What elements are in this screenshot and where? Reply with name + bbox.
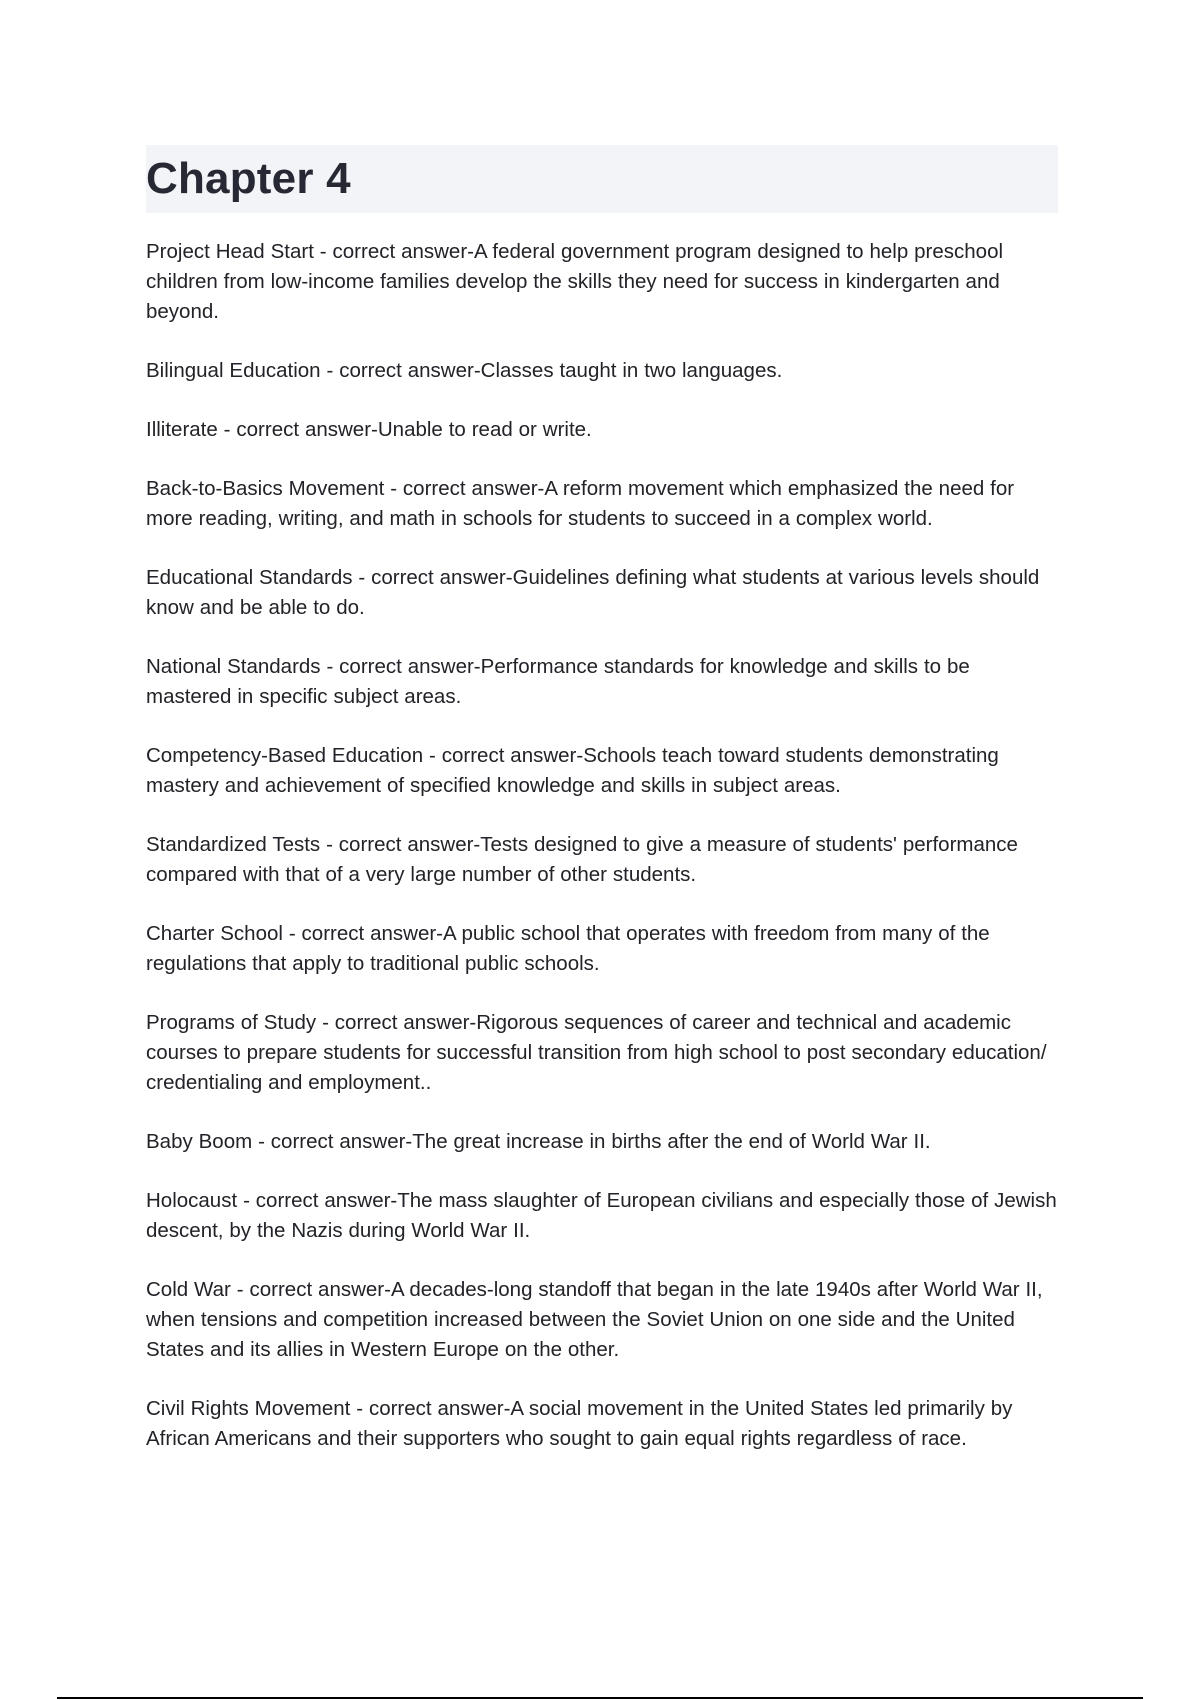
term-name: Standardized Tests bbox=[146, 833, 321, 856]
term-separator: - correct answer- bbox=[352, 566, 513, 589]
term-name: Competency-Based Education bbox=[146, 744, 424, 767]
term-separator: - correct answer- bbox=[320, 833, 481, 856]
term-definition: Unable to read or write. bbox=[377, 418, 592, 441]
term-entry bbox=[146, 474, 1058, 534]
term-name: Project Head Start bbox=[146, 240, 314, 263]
term-separator: - correct answer- bbox=[252, 1130, 413, 1153]
term-definition: A public school that operates with freedom from many of the regulations that apply to traditional public schools. bbox=[146, 922, 990, 975]
term-definition: Classes taught in two languages. bbox=[480, 359, 783, 382]
term-entry bbox=[146, 415, 1058, 445]
term-definition: Schools teach toward students demonstrating mastery and achievement of specified knowledge and skills in subject areas. bbox=[146, 744, 999, 797]
term-name: Charter School bbox=[146, 922, 283, 945]
term-entry bbox=[146, 830, 1058, 890]
chapter-heading-bar bbox=[146, 145, 1058, 213]
footer-divider bbox=[57, 1697, 1143, 1699]
term-entry bbox=[146, 356, 1058, 386]
term-separator: - correct answer- bbox=[282, 922, 444, 945]
term-separator: - correct answer- bbox=[384, 477, 545, 500]
term-entry bbox=[146, 1275, 1058, 1365]
term-definition: A federal government program designed to help preschool children from low-income families develop the skills they need for success in kindergarten and beyond. bbox=[146, 240, 1004, 323]
term-separator: - correct answer- bbox=[217, 418, 378, 441]
term-definition: A reform movement which emphasized the need for more reading, writing, and math in schools for students to succeed in a complex world. bbox=[146, 477, 1015, 530]
term-separator: - correct answer- bbox=[313, 240, 474, 263]
term-definition: A social movement in the United States led primarily by African Americans and their supporters who sought to gain equal rights regardless of race. bbox=[146, 1397, 1013, 1450]
term-definition: Guidelines defining what students at various levels should know and be able to do. bbox=[146, 566, 1040, 619]
term-entry bbox=[146, 919, 1058, 979]
term-name: Educational Standards bbox=[146, 566, 353, 589]
term-separator: - correct answer- bbox=[320, 359, 481, 382]
term-separator: - correct answer- bbox=[237, 1189, 398, 1212]
term-entry bbox=[146, 1008, 1058, 1098]
term-entry bbox=[146, 1186, 1058, 1246]
term-definition: Rigorous sequences of career and technical and academic courses to prepare students for successful transition from high school to post secondary education/ credentialing and employment.. bbox=[146, 1011, 1047, 1094]
term-name: Bilingual Education bbox=[146, 359, 321, 382]
term-separator: - correct answer- bbox=[316, 1011, 477, 1034]
term-separator: - correct answer- bbox=[350, 1397, 511, 1420]
term-separator: - correct answer- bbox=[423, 744, 584, 767]
term-name: Holocaust bbox=[146, 1189, 238, 1212]
term-entry bbox=[146, 1127, 1058, 1157]
term-name: Civil Rights Movement bbox=[146, 1397, 351, 1420]
term-definition: The mass slaughter of European civilians and especially those of Jewish descent, by the Nazis during World War II. bbox=[146, 1189, 1057, 1242]
term-list bbox=[146, 237, 1058, 1454]
term-name: National Standards bbox=[146, 655, 321, 678]
document-page bbox=[146, 145, 1058, 1483]
term-name: Back-to-Basics Movement bbox=[146, 477, 385, 500]
term-entry bbox=[146, 1394, 1058, 1454]
chapter-title: Chapter 4 bbox=[146, 154, 351, 203]
term-definition: Tests designed to give a measure of students' performance compared with that of a very large number of other students. bbox=[146, 833, 1018, 886]
term-name: Programs of Study bbox=[146, 1011, 317, 1034]
term-definition: The great increase in births after the end of World War II. bbox=[412, 1130, 931, 1153]
term-entry bbox=[146, 652, 1058, 712]
term-definition: A decades-long standoff that began in the late 1940s after World War II, when tensions and competition increased between the Soviet Union on one side and the United States and its allies in Western Europe on the other. bbox=[146, 1278, 1043, 1361]
term-entry bbox=[146, 563, 1058, 623]
term-definition: Performance standards for knowledge and skills to be mastered in specific subject areas. bbox=[146, 655, 970, 708]
term-name: Baby Boom bbox=[146, 1130, 253, 1153]
term-name: Cold War bbox=[146, 1278, 231, 1301]
term-separator: - correct answer- bbox=[230, 1278, 391, 1301]
term-entry bbox=[146, 237, 1058, 327]
term-entry bbox=[146, 741, 1058, 801]
term-separator: - correct answer- bbox=[320, 655, 481, 678]
term-name: Illiterate bbox=[146, 418, 218, 441]
